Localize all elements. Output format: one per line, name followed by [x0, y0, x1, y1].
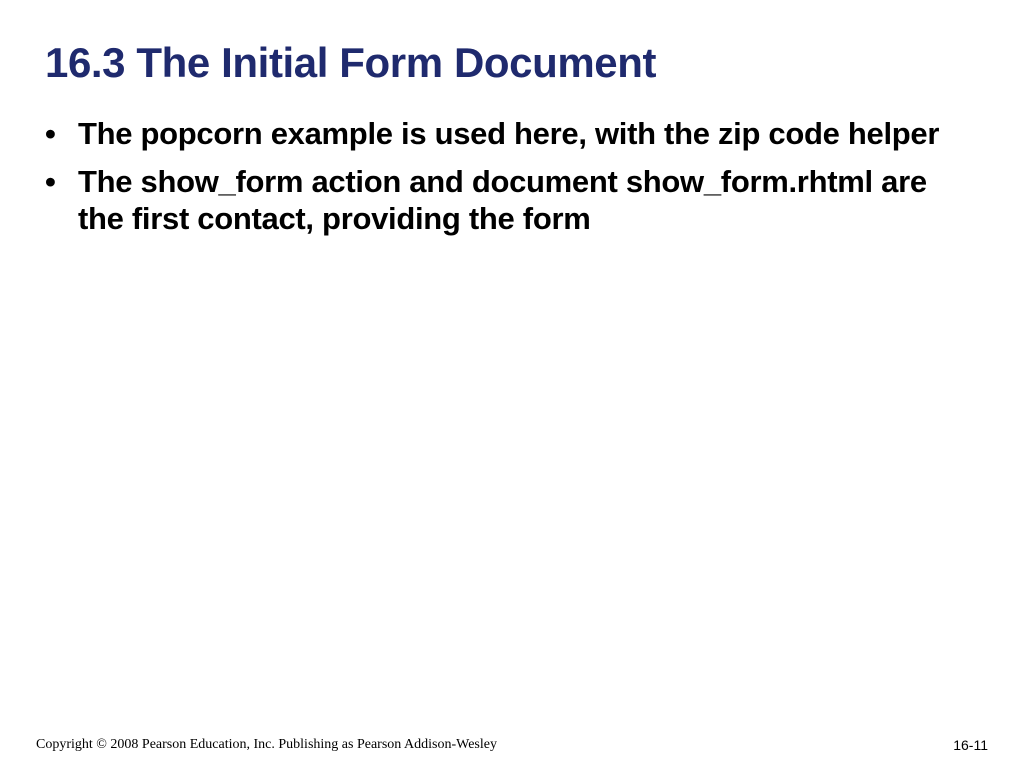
slide-title: 16.3 The Initial Form Document — [45, 39, 657, 86]
bullet-list — [45, 115, 980, 248]
footer-copyright: Copyright © 2008 Pearson Education, Inc. Publishing as Pearson Addison-Wesley — [36, 737, 497, 752]
bullet-text: The popcorn example is used here, with the zip code helper — [78, 116, 940, 151]
bullet-marker: • — [45, 116, 56, 151]
bullet-item — [45, 163, 980, 237]
bullet-text: The show_form action and document show_form.rhtml are the first contact, providing the form — [78, 164, 927, 236]
bullet-marker: • — [45, 164, 56, 199]
bullet-item — [45, 115, 980, 152]
page-number: 16-11 — [953, 737, 988, 753]
